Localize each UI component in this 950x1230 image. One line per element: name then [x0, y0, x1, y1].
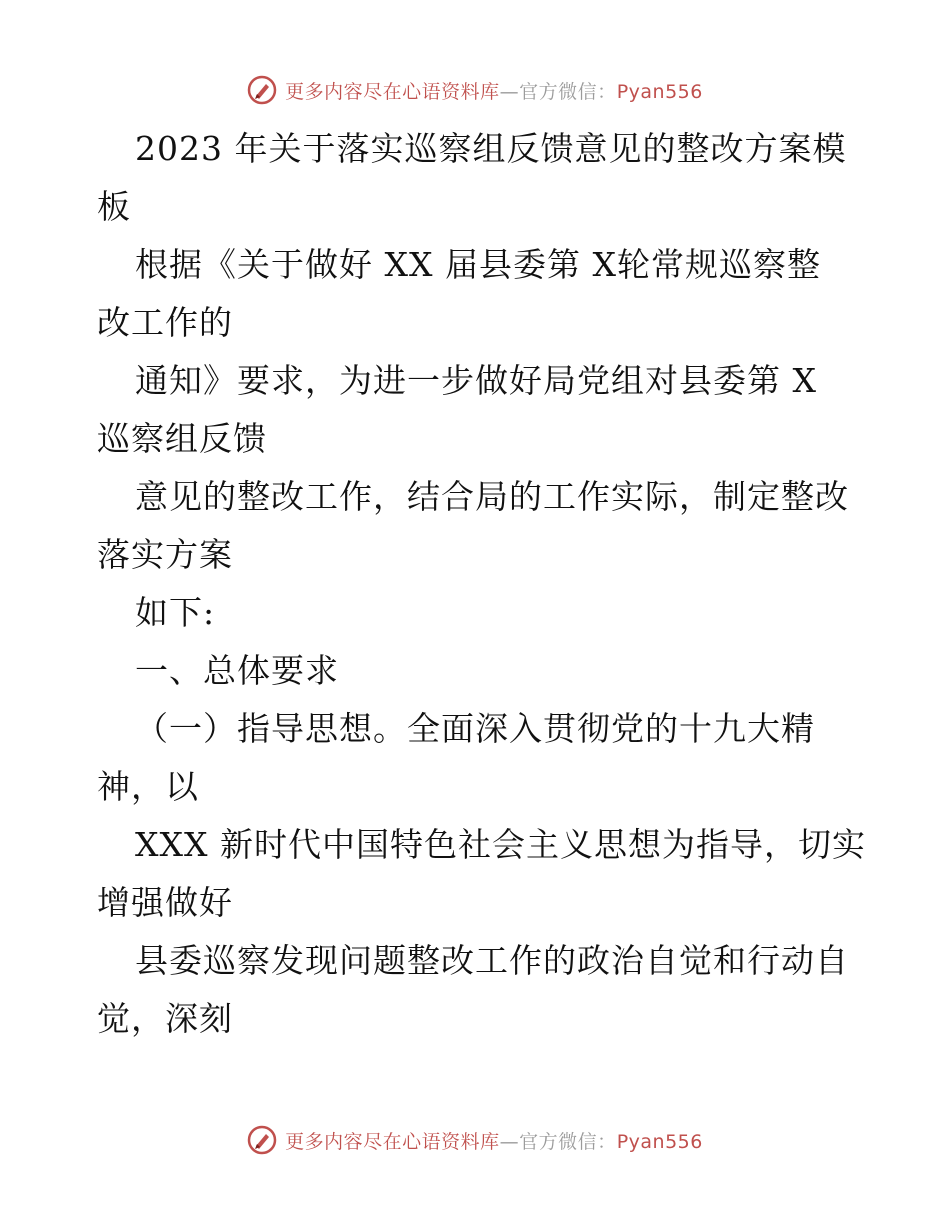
- doc-title-line-2: 板: [97, 187, 131, 226]
- doc-paragraph-line: 增强做好: [97, 883, 233, 922]
- doc-paragraph-line: 通知》要求，为进一步做好局党组对县委第 X: [135, 361, 817, 400]
- document-body: [97, 120, 866, 1048]
- banner-wechat-id: Pyan556: [616, 1130, 703, 1153]
- doc-paragraph-line: 落实方案: [97, 535, 233, 574]
- doc-paragraph-line: （一）指导思想。全面深入贯彻党的十九大精: [135, 709, 815, 748]
- banner-wechat-id: Pyan556: [616, 80, 703, 103]
- banner-wechat-label: 官方微信：: [519, 1130, 617, 1153]
- doc-section-heading: 一、总体要求: [135, 651, 339, 690]
- doc-paragraph-line: 县委巡察发现问题整改工作的政治自觉和行动自: [135, 941, 849, 980]
- pen-logo-icon: [247, 1125, 277, 1155]
- banner-dash: —: [499, 1130, 520, 1153]
- doc-title-line-1: 2023 年关于落实巡察组反馈意见的整改方案模: [135, 129, 847, 168]
- doc-paragraph-line: 如下:: [135, 593, 216, 632]
- doc-paragraph-line: 根据《关于做好 XX 届县委第 X轮常规巡察整: [135, 245, 821, 284]
- banner-text: [285, 77, 703, 104]
- footer-banner: [0, 1120, 950, 1160]
- doc-paragraph-line: 觉，深刻: [97, 999, 233, 1038]
- banner-title: 更多内容尽在心语资料库: [285, 1130, 500, 1153]
- banner-dash: —: [499, 80, 520, 103]
- banner-wechat-label: 官方微信：: [519, 80, 617, 103]
- header-banner: [0, 70, 950, 110]
- doc-paragraph-line: 意见的整改工作，结合局的工作实际，制定整改: [135, 477, 849, 516]
- doc-paragraph-line: 巡察组反馈: [97, 419, 267, 458]
- doc-paragraph-line: 改工作的: [97, 303, 233, 342]
- doc-paragraph-line: XXX 新时代中国特色社会主义思想为指导，切实: [135, 825, 866, 864]
- banner-title: 更多内容尽在心语资料库: [285, 80, 500, 103]
- pen-logo-icon: [247, 75, 277, 105]
- doc-paragraph-line: 神，以: [97, 767, 199, 806]
- banner-text: [285, 1127, 703, 1154]
